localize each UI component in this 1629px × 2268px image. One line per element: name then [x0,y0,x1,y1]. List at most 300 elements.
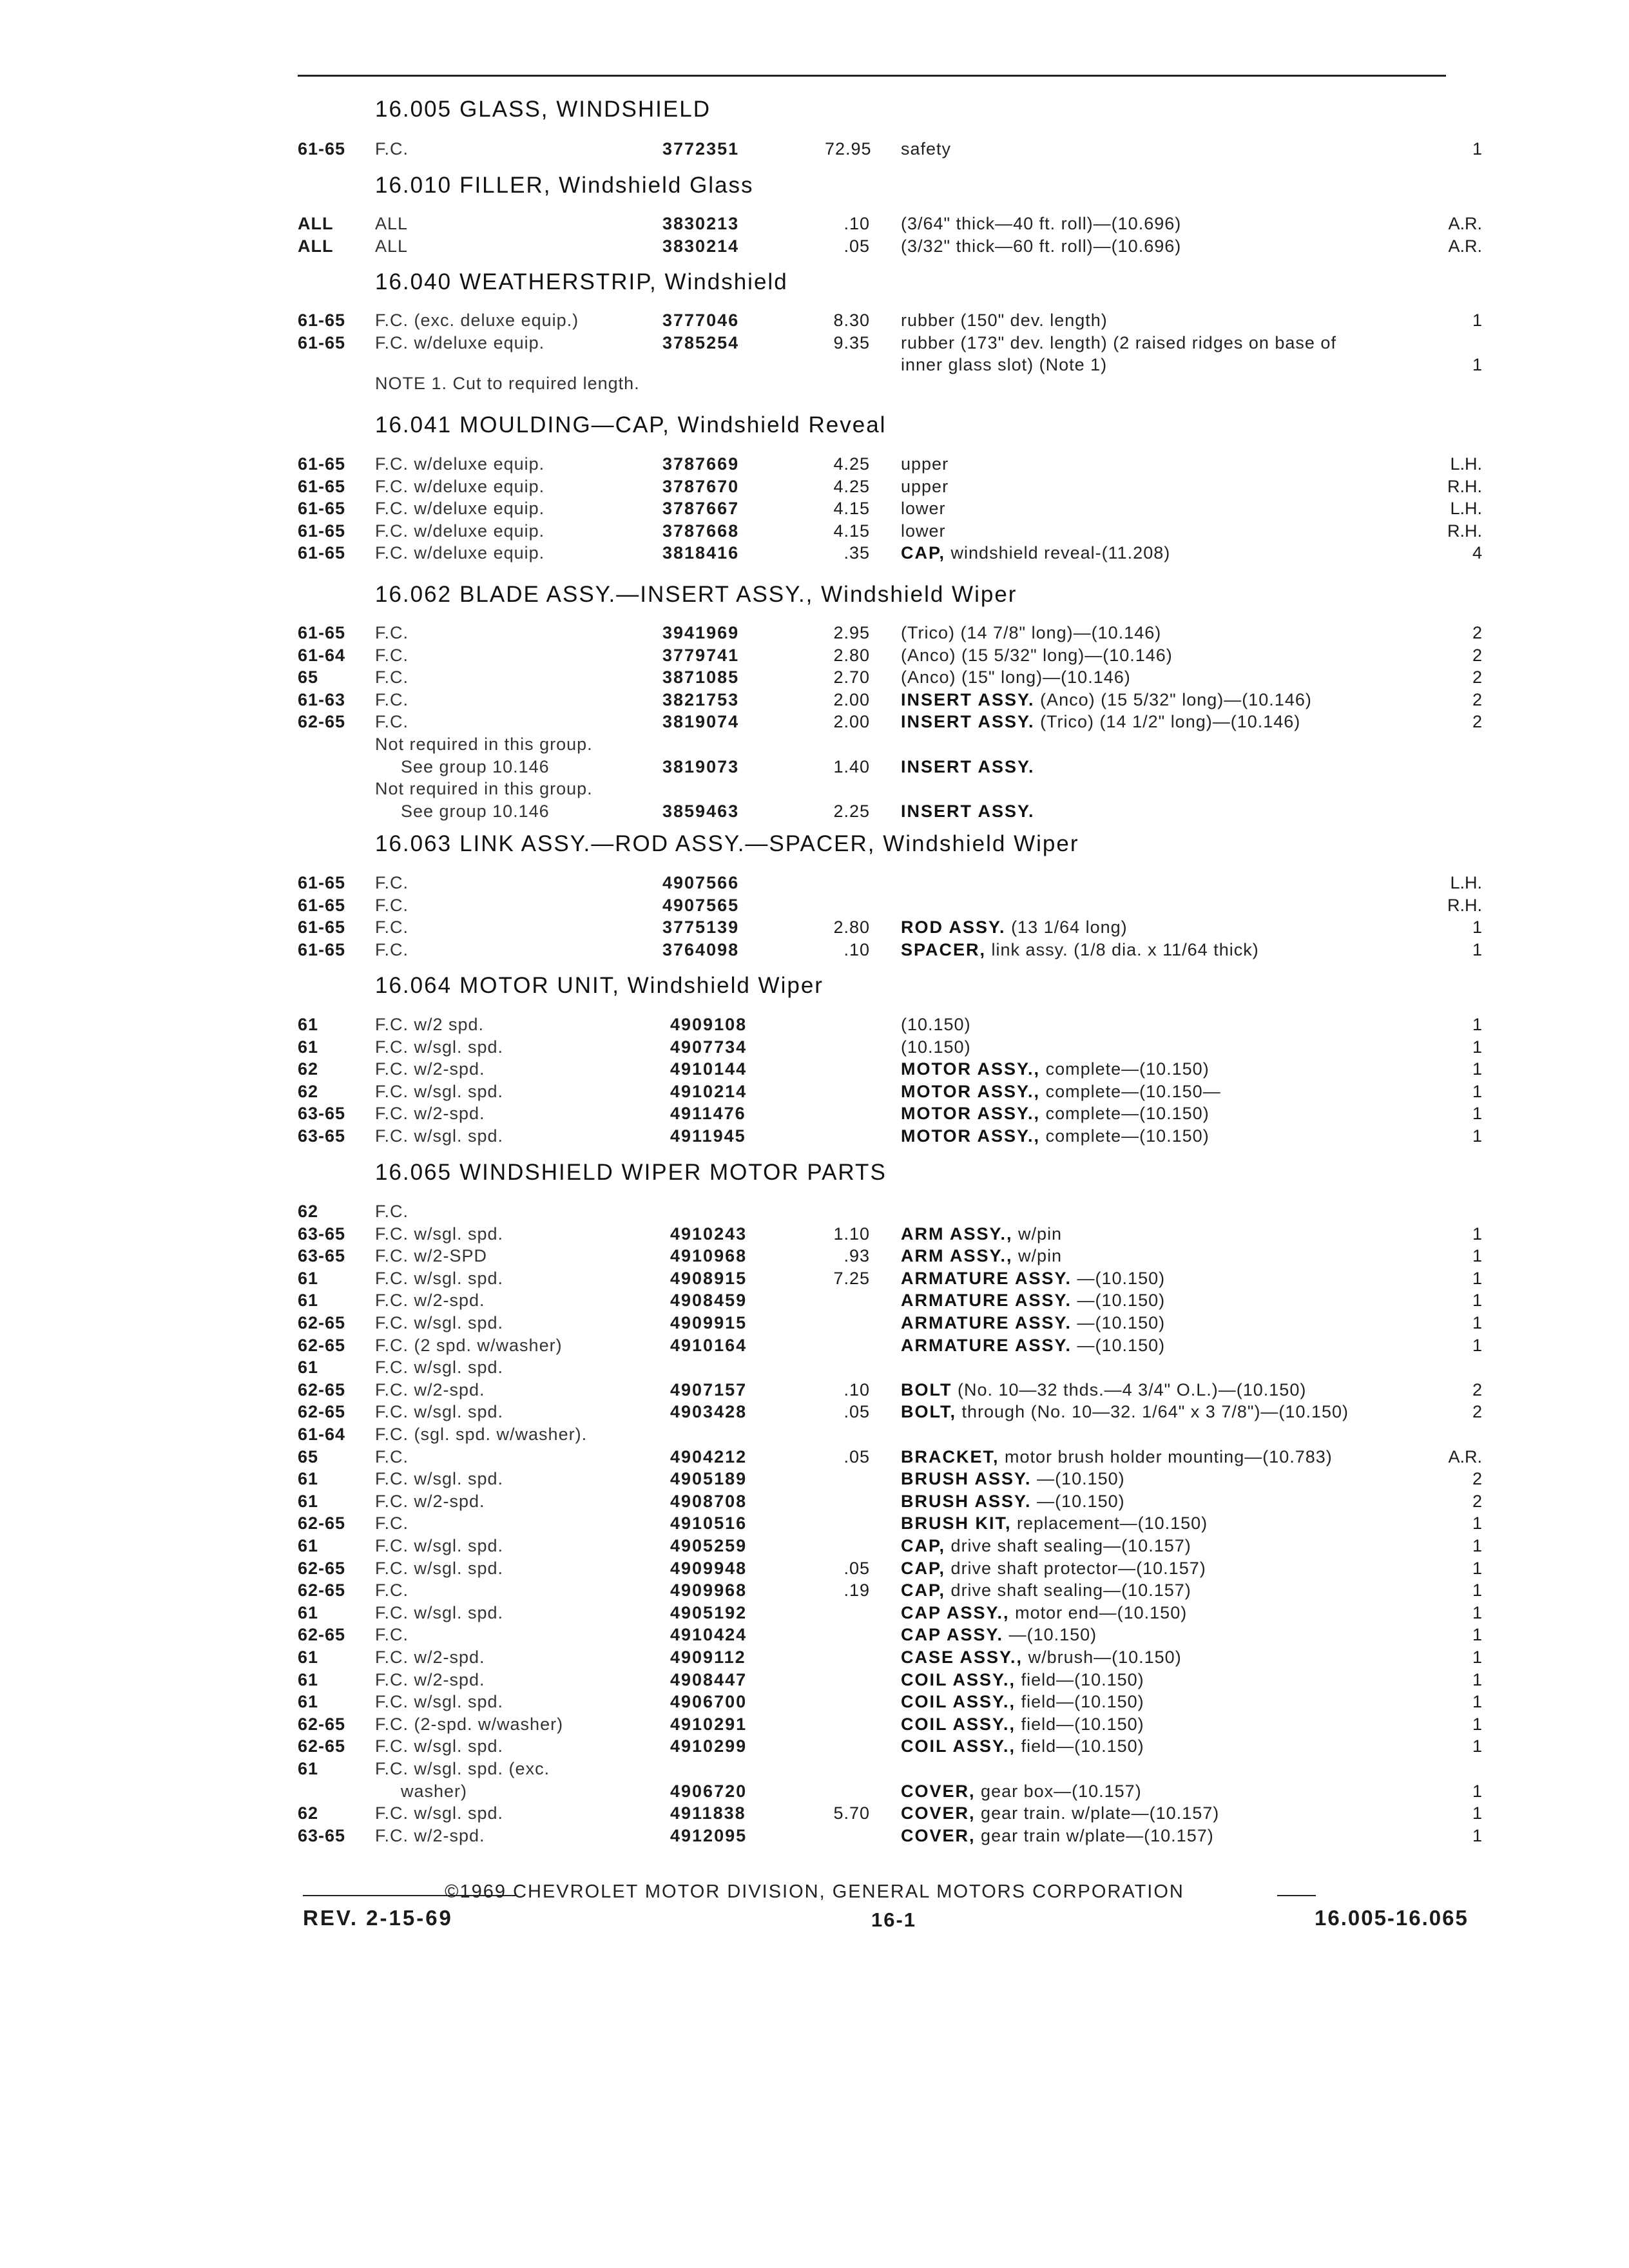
part-name: INSERT ASSY. [901,802,1035,821]
quantity: 1 [1472,940,1482,959]
part-number: 3777046 [662,311,740,330]
part-name: COIL ASSY., [901,1692,1016,1711]
list-price: 2.80 [833,646,870,665]
model-application: washer) [401,1782,468,1801]
section-heading [375,412,886,438]
description-text: gear train w/plate—(10.157) [981,1826,1214,1845]
year-range: 62-65 [298,1736,346,1756]
part-number: 4910291 [670,1715,747,1734]
model-application: See group 10.146 [401,802,550,821]
list-price: .93 [843,1246,870,1265]
part-number: 3818416 [662,543,740,562]
part-description [901,756,1035,778]
description-text: (Anco) (15 5/32" long)—(10.146) [1040,690,1312,709]
table-row [0,622,1629,644]
description-text: motor end—(10.150) [1015,1603,1188,1622]
part-description [901,542,1170,564]
model-application: F.C. (2 spd. w/washer) [375,1336,563,1355]
part-number: 3764098 [662,940,740,959]
quantity: A.R. [1448,236,1482,256]
description-text: upper [901,454,949,474]
quantity: 1 [1472,311,1482,330]
part-description [901,800,1035,822]
part-name: CAP, [901,1559,946,1578]
section-number: 16.041 [375,412,452,437]
part-number: 4910164 [670,1336,747,1355]
list-price: .05 [843,236,870,256]
part-description [901,1058,1210,1080]
model-application: F.C. w/sgl. spd. [375,1402,504,1421]
year-range: 62-65 [298,1313,346,1332]
model-application: F.C. [375,940,409,959]
part-number: 4908447 [670,1670,747,1689]
part-name: BRACKET, [901,1447,999,1466]
description-text: field—(10.150) [1021,1670,1144,1689]
part-description [901,622,1161,644]
table-row [0,1624,1629,1646]
year-range: 61-65 [298,623,346,642]
section-note: NOTE 1. Cut to required length. [375,374,640,393]
quantity: 1 [1472,1536,1482,1555]
part-description [901,1579,1191,1601]
model-application: F.C. [375,1625,409,1644]
quantity: 1 [1472,1037,1482,1057]
part-description [901,1802,1219,1824]
table-row [0,1602,1629,1624]
part-number: 3871085 [662,668,740,687]
quantity: 1 [1472,1269,1482,1288]
table-row [0,1036,1629,1058]
table-row [0,666,1629,688]
part-number: 4906720 [670,1782,747,1801]
section-number: 16.005 [375,97,452,122]
part-number: 4906700 [670,1692,747,1711]
part-number: 3787667 [662,499,740,518]
part-description [901,1125,1210,1147]
part-number: 4903428 [670,1402,747,1421]
description-text: field—(10.150) [1021,1715,1144,1734]
model-application: F.C. w/sgl. spd. [375,1469,504,1488]
section-number: 16.040 [375,269,452,294]
quantity: 1 [1472,1736,1482,1756]
part-number: 4907566 [662,873,740,892]
year-range: 61-65 [298,521,346,541]
table-row [0,1669,1629,1691]
description-text: drive shaft sealing—(10.157) [950,1536,1191,1555]
description-text: complete—(10.150) [1045,1104,1210,1123]
part-name: BRUSH KIT, [901,1514,1012,1533]
part-number: 4910243 [670,1224,747,1244]
copyright-line: ©1969 CHEVROLET MOTOR DIVISION, GENERAL MOTORS CORPORATION [445,1881,1184,1902]
quantity: R.H. [1447,521,1482,541]
model-application: F.C. w/2-spd. [375,1826,485,1845]
part-name: INSERT ASSY. [901,690,1035,709]
table-row [0,1646,1629,1668]
table-row [0,872,1629,894]
part-number: 3779741 [662,646,740,665]
section-heading [375,173,754,198]
part-description [901,354,1107,376]
list-price: 7.25 [833,1269,870,1288]
part-number: 4910299 [670,1736,747,1756]
quantity: L.H. [1450,454,1482,474]
table-row [0,497,1629,519]
part-name: ARMATURE ASSY. [901,1269,1072,1288]
quantity: 1 [1472,918,1482,937]
part-number: 4912095 [670,1826,747,1845]
quantity: 1 [1472,1715,1482,1734]
part-number: 4908459 [670,1291,747,1310]
description-text: (13 1/64 long) [1011,918,1128,937]
year-range: 61 [298,1469,319,1488]
part-description [901,520,946,542]
description-text: w/pin [1018,1224,1063,1244]
description-text: gear train. w/plate—(10.157) [981,1803,1220,1823]
quantity: 2 [1472,1492,1482,1511]
part-description [901,1014,971,1035]
part-number: 4905189 [670,1469,747,1488]
year-range: 62-65 [298,1581,346,1600]
part-name: BRUSH ASSY. [901,1469,1032,1488]
model-application: F.C. (2-spd. w/washer) [375,1715,564,1734]
part-name: ARMATURE ASSY. [901,1291,1072,1310]
quantity: 1 [1472,1782,1482,1801]
part-name: INSERT ASSY. [901,712,1035,731]
part-number: 3787669 [662,454,740,474]
table-row [0,138,1629,160]
part-name: ROD ASSY. [901,918,1006,937]
section-heading [375,973,824,999]
quantity: 1 [1472,1104,1482,1123]
year-range: 63-65 [298,1224,346,1244]
list-price: .35 [843,543,870,562]
part-description [901,1624,1097,1646]
table-row [0,1490,1629,1512]
description-text: through (No. 10—32. 1/64" x 3 7/8")—(10.150) [961,1402,1349,1421]
description-text: motor brush holder mounting—(10.783) [1005,1447,1333,1466]
year-range: 62-65 [298,1380,346,1399]
table-row [0,1125,1629,1147]
table-row [0,1423,1629,1445]
part-description [901,1081,1221,1102]
table-row [0,800,1629,822]
table-row [0,1267,1629,1289]
part-description [901,1602,1187,1624]
year-range: 63-65 [298,1826,346,1845]
part-number: 4911838 [670,1803,746,1823]
table-row [0,1825,1629,1847]
description-text: w/brush—(10.150) [1028,1648,1182,1667]
year-range: 61-65 [298,543,346,562]
model-application: F.C. [375,1514,409,1533]
model-application: F.C. w/2 spd. [375,1015,485,1034]
year-range: 61-65 [298,499,346,518]
part-description [901,1401,1349,1423]
description-text: —(10.150) [1037,1492,1125,1511]
part-name: COIL ASSY., [901,1670,1016,1689]
part-description [901,235,1181,257]
year-range: 63-65 [298,1104,346,1123]
section-title: WINDSHIELD WIPER MOTOR PARTS [459,1160,887,1185]
year-range: 61 [298,1692,319,1711]
part-name: COIL ASSY., [901,1715,1016,1734]
list-price: .10 [843,1380,870,1399]
table-row [0,711,1629,733]
revision-date: REV. 2-15-69 [303,1906,453,1930]
table-row [0,1780,1629,1802]
table-row [0,1223,1629,1245]
model-application: F.C. [375,1202,409,1221]
model-application: ALL [375,236,409,256]
part-description [901,1691,1144,1713]
section-title: MOTOR UNIT, Windshield Wiper [459,973,824,998]
description-text: rubber (150" dev. length) [901,311,1108,330]
part-number: 4904212 [670,1447,747,1466]
quantity: 1 [1472,1246,1482,1265]
part-number: 4909112 [670,1648,746,1667]
table-row [0,778,1629,800]
table-row [0,1356,1629,1378]
part-description [901,1735,1144,1757]
model-application: F.C. w/sgl. spd. [375,1559,504,1578]
model-application: F.C. w/deluxe equip. [375,521,545,541]
table-row [0,644,1629,666]
table-row [0,1058,1629,1080]
table-row [0,235,1629,257]
model-application: F.C. w/deluxe equip. [375,477,545,496]
description-text: windshield reveal-(11.208) [950,543,1171,562]
model-application: F.C. w/sgl. spd. [375,1692,504,1711]
part-description [901,1223,1062,1245]
model-application: F.C. w/deluxe equip. [375,333,545,352]
description-text: field—(10.150) [1021,1736,1144,1756]
list-price: 1.10 [833,1224,870,1244]
part-number: 4910424 [670,1625,747,1644]
section-title: LINK ASSY.—ROD ASSY.—SPACER, Windshield Wiper [459,831,1079,856]
year-range: 61 [298,1603,319,1622]
year-range: 61-64 [298,1425,346,1444]
part-description [901,666,1131,688]
quantity: 2 [1472,690,1482,709]
part-number: 3772351 [662,139,740,159]
part-description [901,497,946,519]
part-name: CAP, [901,543,946,562]
part-number: 3821753 [662,690,740,709]
year-range: 61 [298,1648,319,1667]
list-price: .10 [843,214,870,233]
description-text: inner glass slot) (Note 1) [901,355,1108,374]
model-application: F.C. [375,873,409,892]
year-range: 61 [298,1037,319,1057]
top-rule [298,75,1446,77]
description-text: (10.150) [901,1037,971,1057]
part-number: 4909968 [670,1581,747,1600]
part-description [901,1289,1165,1311]
table-row [0,1446,1629,1468]
quantity: L.H. [1450,873,1482,892]
list-price: .19 [843,1581,870,1600]
part-name: CAP ASSY., [901,1603,1010,1622]
section-number: 16.010 [375,173,452,198]
quantity: 1 [1472,139,1482,159]
section-heading [375,831,1079,857]
quantity: 1 [1472,1291,1482,1310]
part-number: 4910144 [670,1059,747,1079]
description-text: gear box—(10.157) [981,1782,1142,1801]
description-text: w/pin [1018,1246,1063,1265]
part-number: 4911945 [670,1126,746,1146]
list-price: 1.40 [833,757,870,776]
section-heading [375,269,788,295]
description-text: (Trico) (14 7/8" long)—(10.146) [901,623,1162,642]
table-row [0,213,1629,235]
year-range: 61-65 [298,477,346,496]
part-description [901,1535,1191,1557]
year-range: 62-65 [298,1559,346,1578]
year-range: 61 [298,1536,319,1555]
part-number: 3787670 [662,477,740,496]
list-price: 2.00 [833,712,870,731]
part-name: COVER, [901,1826,976,1845]
part-name: CASE ASSY., [901,1648,1023,1667]
quantity: 1 [1472,1581,1482,1600]
part-description [901,1825,1214,1847]
part-number: 4911476 [670,1104,746,1123]
model-application: F.C. (exc. deluxe equip.) [375,311,579,330]
part-description [901,1102,1210,1124]
part-number: 3859463 [662,802,740,821]
quantity: 1 [1472,1670,1482,1689]
quantity: 1 [1472,1603,1482,1622]
table-row [0,1334,1629,1356]
part-description [901,138,951,160]
list-price: 2.00 [833,690,870,709]
model-application: F.C. [375,623,409,642]
list-price: 72.95 [825,139,872,159]
page-number: 16-1 [871,1908,917,1931]
table-row [0,1102,1629,1124]
table-row [0,453,1629,475]
description-text: complete—(10.150) [1045,1059,1210,1079]
list-price: 8.30 [833,311,870,330]
part-name: CAP, [901,1581,946,1600]
quantity: 2 [1472,1469,1482,1488]
quantity: 1 [1472,1015,1482,1034]
part-number: 4910214 [670,1082,747,1101]
part-description [901,213,1181,235]
year-range: 62-65 [298,1336,346,1355]
part-name: INSERT ASSY. [901,757,1035,776]
section-number: 16.063 [375,831,452,856]
section-heading [375,97,711,122]
year-range: 61-65 [298,918,346,937]
year-range: 63-65 [298,1126,346,1146]
year-range: 61-65 [298,311,346,330]
section-title: MOULDING—CAP, Windshield Reveal [459,412,887,437]
part-number: 4907565 [662,896,740,915]
part-number: 4909108 [670,1015,747,1034]
year-range: 62 [298,1202,319,1221]
quantity: 1 [1472,1648,1482,1667]
part-description [901,1669,1144,1691]
model-application: F.C. [375,139,409,159]
model-application: F.C. w/sgl. spd. [375,1082,504,1101]
model-application: F.C. [375,690,409,709]
quantity: 2 [1472,1402,1482,1421]
description-text: lower [901,521,946,541]
quantity: 2 [1472,1380,1482,1399]
year-range: 61-65 [298,940,346,959]
year-range: 61-63 [298,690,346,709]
list-price: 2.95 [833,623,870,642]
description-text: —(10.150) [1008,1625,1097,1644]
table-row [0,1200,1629,1222]
year-range: 61 [298,1291,319,1310]
model-application: F.C. [375,646,409,665]
model-application: F.C. w/2-spd. [375,1492,485,1511]
part-name: MOTOR ASSY., [901,1082,1041,1101]
section-title: GLASS, WINDSHIELD [459,97,711,122]
model-application: F.C. w/sgl. spd. [375,1603,504,1622]
year-range: 62-65 [298,1715,346,1734]
table-row [0,1735,1629,1757]
part-name: MOTOR ASSY., [901,1059,1041,1079]
part-number: 3787668 [662,521,740,541]
description-text: (Anco) (15 5/32" long)—(10.146) [901,646,1173,665]
quantity: 1 [1472,1803,1482,1823]
list-price: .05 [843,1559,870,1578]
model-application: Not required in this group. [375,779,593,798]
quantity: L.H. [1450,499,1482,518]
part-name: BOLT [901,1380,952,1399]
part-description [901,1267,1165,1289]
part-name: ARM ASSY., [901,1246,1013,1265]
list-price: 4.15 [833,521,870,541]
year-range: 61-65 [298,896,346,915]
description-text: —(10.150) [1077,1336,1166,1355]
model-application: F.C. w/sgl. spd. [375,1269,504,1288]
part-description [901,939,1259,961]
list-price: .10 [843,940,870,959]
year-range: 62 [298,1803,319,1823]
year-range: 62 [298,1082,319,1101]
quantity: 1 [1472,1625,1482,1644]
list-price: .05 [843,1402,870,1421]
table-row [0,1245,1629,1267]
model-application: F.C. w/deluxe equip. [375,543,545,562]
table-row [0,1312,1629,1334]
year-range: 62-65 [298,1402,346,1421]
part-number: 4908708 [670,1492,747,1511]
list-price: 4.25 [833,477,870,496]
part-number: 4909948 [670,1559,747,1578]
section-heading [375,1160,887,1186]
part-description [901,711,1300,733]
year-range: 65 [298,668,319,687]
part-number: 3830214 [662,236,740,256]
list-price: 2.80 [833,918,870,937]
part-name: BOLT, [901,1402,956,1421]
table-row [0,689,1629,711]
part-name: MOTOR ASSY., [901,1126,1041,1146]
table-row [0,939,1629,961]
description-text: (Trico) (14 1/2" long)—(10.146) [1040,712,1301,731]
year-range: 62-65 [298,1625,346,1644]
description-text: complete—(10.150) [1045,1126,1210,1146]
description-text: (Anco) (15" long)—(10.146) [901,668,1131,687]
quantity: 1 [1472,1826,1482,1845]
part-description [901,1468,1125,1490]
